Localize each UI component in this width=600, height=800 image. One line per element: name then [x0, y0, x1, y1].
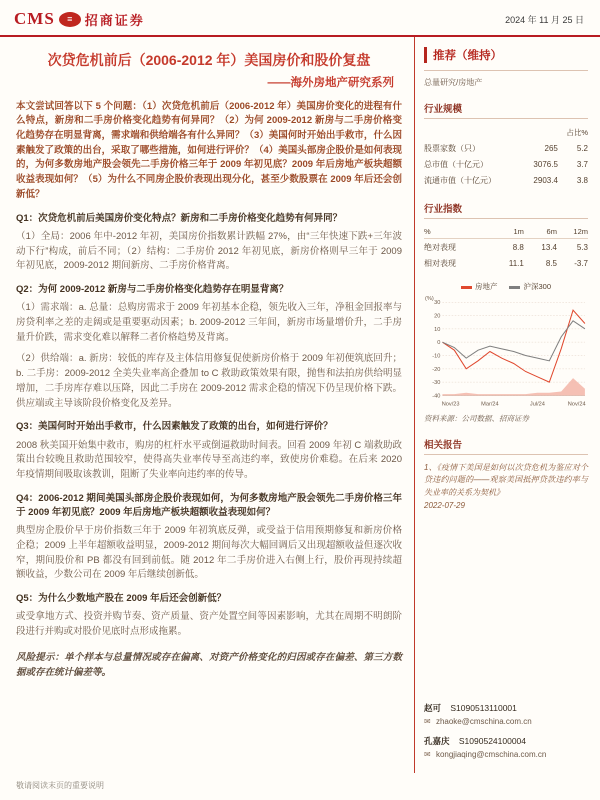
- analyst-2-cert: S1090524100004: [458, 736, 527, 746]
- svg-text:30: 30: [434, 300, 441, 307]
- line-chart-svg: [424, 294, 588, 409]
- industry-index-heading: 行业指数: [424, 201, 588, 219]
- svg-text:0: 0: [437, 340, 441, 347]
- svg-text:(%): (%): [425, 296, 434, 303]
- sidebar: [414, 37, 600, 773]
- analyst-1: [424, 702, 588, 714]
- table-row: 股票家数（只） 265 5.2: [424, 143, 588, 153]
- svg-text:-40: -40: [432, 393, 441, 400]
- question-3: Q3：美国何时开始出手救市，什么因素触发了政策的出台，如何进行评价？: [16, 421, 333, 433]
- brand-name: 招商证券: [84, 12, 145, 28]
- question-1: Q1：次贷危机前后美国房价变化特点？新房和二手房价格变化趋势有何异同？: [16, 212, 343, 224]
- department-label: 总量研究/房地产: [424, 70, 588, 88]
- table-row: 相对表现 11.1 8.5 -3.7: [424, 258, 588, 268]
- table-row: 流通市值（十亿元） 2903.4 3.8: [424, 175, 588, 185]
- answer-2-part-2: （2）供给端：a. 新房：较低的库存及主体信用修复促使新房价格于 2009 年初便筑底回升；b. 二手房：2009-2012 全美失业率高企叠加 to C 救助政策效果有限，抛售和法拍房供给明显增加，二手房库存难以压降，因此二手房在 2009-2012 需求企稳的情况下仍呈现价格下跌。供应端或主导该阶段价格变化及差异。: [16, 353, 402, 409]
- svg-text:Mar/24: Mar/24: [481, 401, 499, 408]
- legend-swatch-realestate: [461, 286, 472, 289]
- table-row: 总市值（十亿元） 3076.5 3.7: [424, 159, 588, 169]
- intro-paragraph: 本文尝试回答以下 5 个问题：（1）次贷危机前后（2006-2012 年）美国房价变化的进程有什么特点，新房和二手房价格变化趋势有何异同？（2）为何 2009-2012 新房与二手房价格变化趋势存在明显背离，需求端和供给端各有什么异同？（3）美国何时开始出手救市，什么因素触发了政策的出台，采取了哪些措施，如何进行评价？（4）美国头部房企股价是如何表现的，为何多数房地产股会领先二手房价格三年于 2009 年初见底？2009 年后房地产板块超额收益表现如何？（5）为什么不同房企股价表现出现分化，甚至少数股票在 2009 年后还会创新低？: [16, 100, 402, 200]
- analyst-2-email-row: [424, 750, 588, 759]
- svg-text:Nov/24: Nov/24: [567, 401, 586, 408]
- report-subtitle: ——海外房地产研究系列: [267, 76, 394, 89]
- answer-1: （1）全局：2006 年中-2012 年初，美国房价指数累计跌幅 27%，由“三年快速下跌+三年波动下行”构成，前后不同；（2）结构：二手房价 2012 年初见底，新房价格则早三年于 2009 年初见底，2009-2012 期间新房、二手房价格背离。: [16, 230, 402, 272]
- svg-text:Jul/24: Jul/24: [529, 401, 545, 408]
- svg-text:-20: -20: [432, 366, 441, 373]
- answer-2-part-1: （1）需求端：a. 总量：总购房需求于 2009 年初基本企稳，领先收入三年，净租金回报率与房贷利率之差的走阔或是重要驱动因素；b. 2009-2012 三年间，新房市场量增价升，二手房量升价跌，需求变化难以解释二者价格趋势及背离。: [16, 302, 402, 343]
- brand-logo: [14, 9, 145, 29]
- industry-scale-table: [424, 124, 588, 188]
- svg-text:Nov/23: Nov/23: [441, 401, 460, 408]
- related-report-item[interactable]: 1、《疫情下美国是如何以次贷危机为鉴应对个贷违约问题的——观察美国抵押贷款违约率与失业率的关系为契机》: [424, 462, 588, 497]
- legend-item-hs300: 沪深300: [509, 281, 551, 292]
- analyst-2-email[interactable]: kongjiaqing@cmschina.com.cn: [435, 750, 547, 759]
- rating-badge: 推荐（维持）: [424, 47, 588, 63]
- related-reports-heading: 相关报告: [424, 437, 588, 455]
- analyst-1-cert: S1090513110001: [450, 703, 517, 713]
- table-row: 绝对表现 8.8 13.4 5.3: [424, 242, 588, 252]
- legend-swatch-hs300: [509, 286, 520, 289]
- svg-text:10: 10: [434, 326, 441, 333]
- header: [0, 0, 600, 35]
- question-5: Q5：为什么少数地产股在 2009 年后还会创新低？: [16, 593, 227, 605]
- svg-text:20: 20: [434, 313, 441, 320]
- cms-seal-icon: ≡: [59, 12, 81, 27]
- report-date: 2024 年 11 月 25 日: [505, 14, 584, 25]
- analyst-block: [424, 693, 588, 773]
- performance-chart: [424, 281, 588, 424]
- analyst-1-email-row: [424, 717, 588, 726]
- analyst-2-name: 孔嘉庆: [424, 736, 450, 746]
- footer-disclaimer: 敬请阅读末页的重要说明: [16, 781, 104, 790]
- industry-index-table: % 1m 6m 12m 绝对表现 8.8 13.4 5.3 相对表现 11.1 8.5 -3.7: [424, 224, 588, 271]
- content-area: [0, 37, 600, 773]
- svg-text:-10: -10: [432, 353, 441, 360]
- analyst-2: [424, 735, 588, 747]
- envelope-icon: ✉: [424, 750, 431, 759]
- answer-4: 典型房企股价早于房价指数三年于 2009 年初筑底反弹，或受益于信用预期修复和新房价格企稳；2009 上半年超额收益明显，2009-2012 期间每次大幅回调后又出现超额收益但逐次收窄，期间股价和 PB 都没有回到前低。随 2012 年二手房价进入右侧上行，股价再现持续超额收益，少数公司在 2009 年后继续创新低。: [16, 525, 402, 581]
- svg-text:-30: -30: [432, 380, 441, 387]
- scale-header-empty-2: [524, 124, 558, 140]
- analyst-1-name: 赵可: [424, 703, 442, 713]
- cms-wordmark: CMS: [14, 9, 55, 28]
- envelope-icon: ✉: [424, 717, 431, 726]
- report-title: 次贷危机前后（2006-2012 年）美国房价和股价复盘: [47, 52, 371, 68]
- scale-header-empty: [424, 124, 524, 140]
- question-4: Q4：2006-2012 期间美国头部房企股价表现如何，为何多数房地产股会领先二手房价格三年于 2009 年初见底？2009 年后房地产板块超额收益表现如何？: [16, 492, 402, 518]
- main-column: [0, 37, 414, 773]
- scale-header-pct: 占比%: [566, 127, 588, 137]
- chart-legend: [424, 281, 588, 292]
- industry-scale-heading: 行业规模: [424, 101, 588, 119]
- related-report-date: 2022-07-29: [424, 500, 465, 510]
- answer-5: 或受拿地方式、投资并购节奏、资产质量、资产处置空间等因素影响，尤其在周期不明朗阶段进行并购或对股价见底时点形成拖累。: [16, 611, 402, 638]
- legend-item-realestate: 房地产: [461, 281, 498, 292]
- chart-source: 资料来源：公司数据、招商证券: [424, 413, 529, 423]
- question-2: Q2：为何 2009-2012 新房与二手房价格变化趋势存在明显背离？: [16, 284, 289, 296]
- risk-note: 风险提示：单个样本与总量情况或存在偏离、对资产价格变化的归因或存在偏差、第三方数据或存在统计偏差等。: [16, 651, 402, 678]
- answer-3: 2008 秋美国开始集中救市，购房的杠杆水平或倒逼救助时间表。回看 2009 年初 C 端救助政策出台较晚且救助范围较窄，使得高失业率传导至高违约率，致使房价难稳。在后来 2020 年疫情期间吸取该教训，阻断了失业率向违约率的传导。: [16, 439, 402, 480]
- analyst-1-email[interactable]: zhaoke@cmschina.com.cn: [435, 717, 532, 726]
